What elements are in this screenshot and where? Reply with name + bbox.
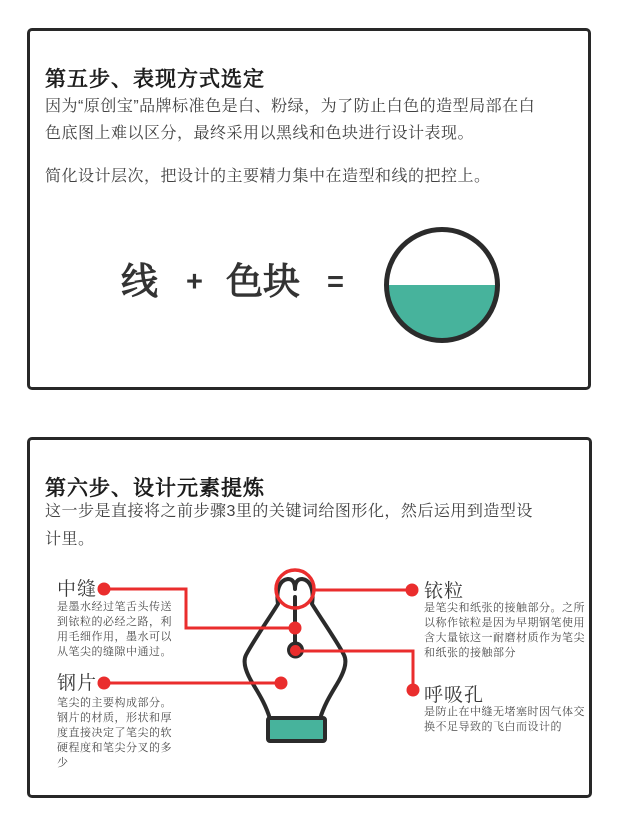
- steel-sheet-description: 笔尖的主要构成部分。钢片的材质，形状和厚度直接决定了笔尖的软硬程度和笔尖分叉的多少: [57, 697, 172, 769]
- breather-hole-label-dot: [407, 684, 420, 697]
- steel-sheet-label: 钢片: [57, 673, 98, 694]
- steel-sheet-label-dot: [98, 677, 111, 690]
- step5-paragraph-1: 因为“原创宝”品牌标准色是白、粉绿，为了防止白色的造型局部在白色底图上难以区分，最终采用以黑线和色块进行设计表现。: [45, 98, 536, 142]
- formula-equals-sign: =: [327, 266, 344, 298]
- steel-sheet-target-dot: [275, 677, 288, 690]
- breather-hole-label: 呼吸孔: [424, 685, 485, 706]
- step6-intro: 这一步是直接将之前步骤3里的关键词给图形化，然后运用到造型设计里。: [45, 503, 533, 548]
- center-slit-label: 中缝: [57, 579, 98, 600]
- iridium-tip-label: 铱粒: [424, 581, 465, 602]
- center-slit-target-dot: [289, 622, 302, 635]
- step5-paragraph-2: 简化设计层次，把设计的主要精力集中在造型和线的把控上。: [45, 168, 491, 185]
- step5-title: 第五步、表现方式选定: [45, 68, 265, 92]
- step6-title: 第六步、设计元素提炼: [45, 477, 265, 501]
- formula-colorblock-term: 色块: [226, 261, 300, 302]
- iridium-tip-description: 是笔尖和纸张的接触部分。之所以称作铱粒是因为早期钢笔使用含大量铱这一耐磨材质作为笔尖和纸张的接触部分: [424, 602, 585, 659]
- nib-collar: [268, 718, 325, 741]
- center-slit-description: 是墨水经过笔舌头传送到铱粒的必经之路，利用毛细作用，墨水可以从笔尖的缝隙中通过。: [57, 601, 172, 658]
- center-slit-label-dot: [98, 583, 111, 596]
- formula-plus-sign: +: [186, 266, 203, 298]
- breather-hole-target-dot: [290, 645, 301, 656]
- iridium-label-dot: [406, 584, 419, 597]
- breather-hole-description: 是防止在中缝无堵塞时因气体交换不足导致的飞白而设计的: [424, 706, 585, 733]
- formula-line-term: 线: [121, 261, 158, 302]
